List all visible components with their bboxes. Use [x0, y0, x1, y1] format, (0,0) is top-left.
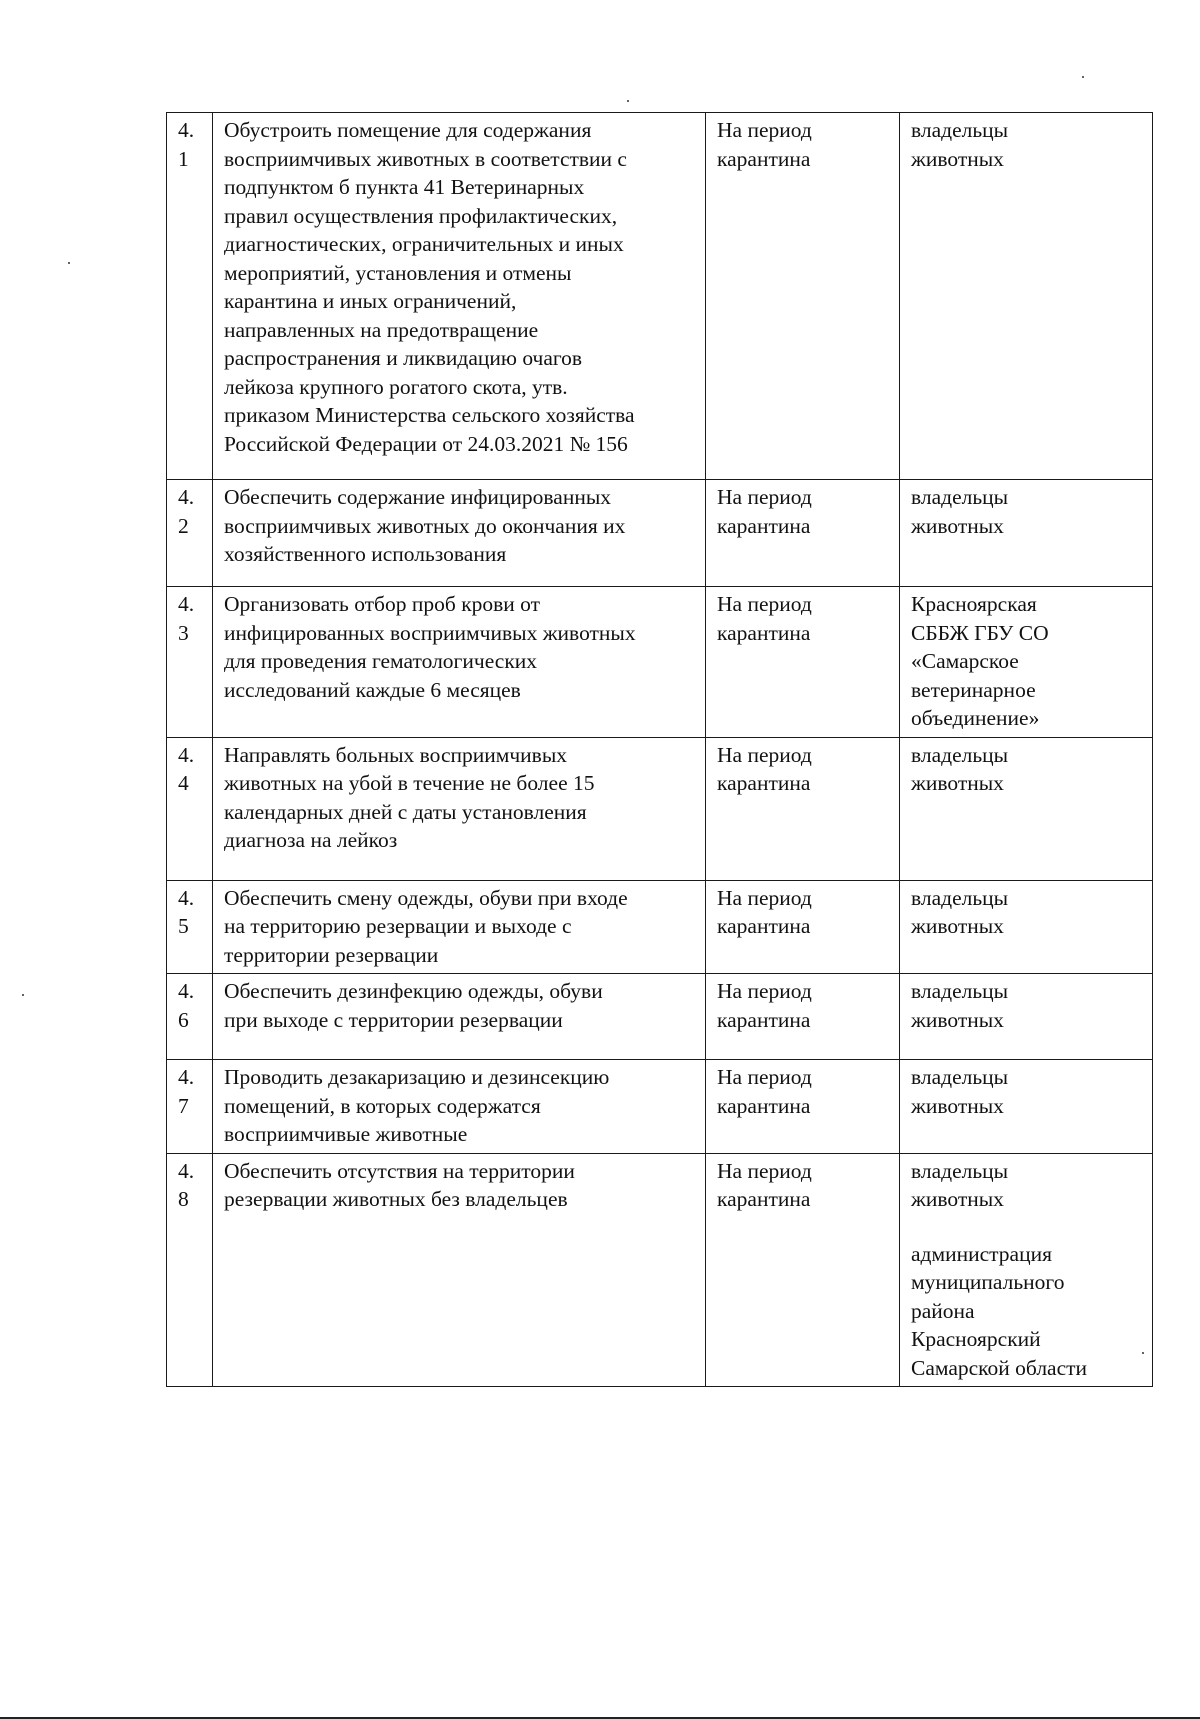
task-line: карантина и иных ограничений,: [224, 289, 517, 313]
task-line: восприимчивые животные: [224, 1122, 468, 1146]
task-line: Обеспечить содержание инфицированных: [224, 485, 612, 509]
task-line: диагностических, ограничительных и иных: [224, 232, 624, 256]
responsible-line: владельцы: [911, 742, 1009, 767]
term-line: На период: [717, 885, 812, 910]
responsible-line: района: [911, 1298, 975, 1323]
term-line: карантина: [717, 1007, 811, 1032]
task-line: исследований каждые 6 месяцев: [224, 677, 521, 702]
row-number: 4.2: [167, 480, 213, 587]
term-cell: [706, 587, 900, 738]
row-number: 4.3: [167, 587, 213, 738]
task-line: Проводить дезакаризацию и дезинсекцию: [224, 1065, 610, 1089]
responsible-line: Самарской области: [911, 1355, 1088, 1380]
table-row: [167, 480, 1153, 587]
responsible-line: администрация: [911, 1241, 1052, 1266]
task-line: Обеспечить дезинфекцию одежды, обуви: [224, 979, 603, 1003]
responsible-cell: [900, 480, 1153, 587]
responsible-cell: [900, 1153, 1153, 1387]
measures-table: [166, 112, 1153, 1387]
responsible-line: владельцы: [911, 485, 1009, 509]
task-line: резервации животных без владельцев: [224, 1187, 568, 1211]
term-line: карантина: [717, 914, 811, 938]
responsible-line: ветеринарное: [911, 677, 1036, 702]
responsible-line: СББЖ ГБУ СО: [911, 620, 1049, 645]
row-number: 4.1: [167, 113, 213, 480]
term-line: На период: [717, 485, 812, 509]
measures-table-body: [167, 113, 1153, 1387]
task-line: территории резервации: [224, 942, 439, 967]
row-number: 4.6: [167, 974, 213, 1060]
term-cell: [706, 880, 900, 974]
task-line: приказом Министерства сельского хозяйства: [224, 403, 635, 427]
term-line: На период: [717, 592, 812, 616]
task-line: правил осуществления профилактических,: [224, 203, 618, 228]
term-line: На период: [717, 1158, 812, 1183]
task-line: Обеспечить отсутствия на территории: [224, 1158, 575, 1183]
responsible-cell: [900, 737, 1153, 880]
term-cell: [706, 974, 900, 1060]
task-line: для проведения гематологических: [224, 649, 538, 673]
term-cell: [706, 737, 900, 880]
task-cell: [213, 737, 706, 880]
responsible-line: владельцы: [911, 118, 1009, 142]
term-cell: [706, 1060, 900, 1154]
term-line: карантина: [717, 1187, 811, 1211]
responsible-line: животных: [911, 914, 1004, 938]
task-line: на территорию резервации и выходе с: [224, 914, 572, 938]
task-line: инфицированных восприимчивых животных: [224, 620, 636, 645]
responsible-line: «Самарское: [911, 649, 1019, 673]
task-line: хозяйственного использования: [224, 542, 507, 566]
term-line: На период: [717, 118, 812, 142]
table-row: [167, 974, 1153, 1060]
row-number: 4.5: [167, 880, 213, 974]
task-line: помещений, в которых содержатся: [224, 1093, 541, 1118]
task-line: календарных дней с даты установления: [224, 799, 587, 824]
task-line: Российской Федерации от 24.03.2021 № 156: [224, 431, 628, 456]
responsible-line: владельцы: [911, 1065, 1009, 1089]
table-row: [167, 113, 1153, 480]
responsible-line: владельцы: [911, 979, 1009, 1003]
responsible-line: животных: [911, 513, 1004, 538]
task-line: при выходе с территории резервации: [224, 1007, 563, 1032]
task-line: животных на убой в течение не более 15: [224, 771, 595, 795]
table-row: [167, 1153, 1153, 1387]
task-line: направленных на предотвращение: [224, 317, 539, 342]
task-cell: [213, 880, 706, 974]
responsible-line: животных: [911, 146, 1004, 171]
task-cell: [213, 113, 706, 480]
table-row: [167, 1060, 1153, 1154]
responsible-line: муниципального: [911, 1270, 1065, 1294]
table-row: [167, 737, 1153, 880]
task-cell: [213, 1060, 706, 1154]
task-cell: [213, 587, 706, 738]
task-line: восприимчивых животных в соответствии с: [224, 146, 627, 171]
term-line: На период: [717, 979, 812, 1003]
task-line: Обеспечить смену одежды, обуви при входе: [224, 885, 628, 910]
term-line: карантина: [717, 771, 811, 795]
task-line: мероприятий, установления и отмены: [224, 260, 572, 285]
responsible-line: объединение»: [911, 706, 1040, 730]
term-line: карантина: [717, 513, 811, 538]
responsible-cell: [900, 587, 1153, 738]
term-cell: [706, 480, 900, 587]
task-cell: [213, 1153, 706, 1387]
row-number: 4.8: [167, 1153, 213, 1387]
task-line: лейкоза крупного рогатого скота, утв.: [224, 374, 568, 399]
task-line: распространения и ликвидацию очагов: [224, 346, 583, 370]
responsible-line: владельцы: [911, 885, 1009, 910]
responsible-line: животных: [911, 771, 1004, 795]
term-line: На период: [717, 742, 812, 767]
task-line: Организовать отбор проб крови от: [224, 592, 541, 616]
task-line: подпунктом б пункта 41 Ветеринарных: [224, 175, 585, 199]
task-line: Обустроить помещение для содержания: [224, 118, 592, 142]
row-number: 4.4: [167, 737, 213, 880]
table-row: [167, 880, 1153, 974]
term-line: карантина: [717, 1093, 811, 1118]
task-cell: [213, 480, 706, 587]
responsible-line: животных: [911, 1187, 1004, 1211]
responsible-line: владельцы: [911, 1158, 1009, 1183]
term-cell: [706, 113, 900, 480]
line-gap: [911, 1214, 1142, 1240]
responsible-cell: [900, 880, 1153, 974]
term-line: На период: [717, 1065, 812, 1089]
responsible-cell: [900, 974, 1153, 1060]
responsible-cell: [900, 113, 1153, 480]
task-cell: [213, 974, 706, 1060]
term-line: карантина: [717, 620, 811, 645]
term-line: карантина: [717, 146, 811, 171]
responsible-line: Красноярский: [911, 1327, 1041, 1351]
responsible-line: животных: [911, 1093, 1004, 1118]
responsible-line: Красноярская: [911, 592, 1037, 616]
task-line: Направлять больных восприимчивых: [224, 742, 568, 767]
task-line: восприимчивых животных до окончания их: [224, 513, 626, 538]
table-row: [167, 587, 1153, 738]
row-number: 4.7: [167, 1060, 213, 1154]
responsible-line: животных: [911, 1007, 1004, 1032]
term-cell: [706, 1153, 900, 1387]
responsible-cell: [900, 1060, 1153, 1154]
task-line: диагноза на лейкоз: [224, 828, 398, 852]
